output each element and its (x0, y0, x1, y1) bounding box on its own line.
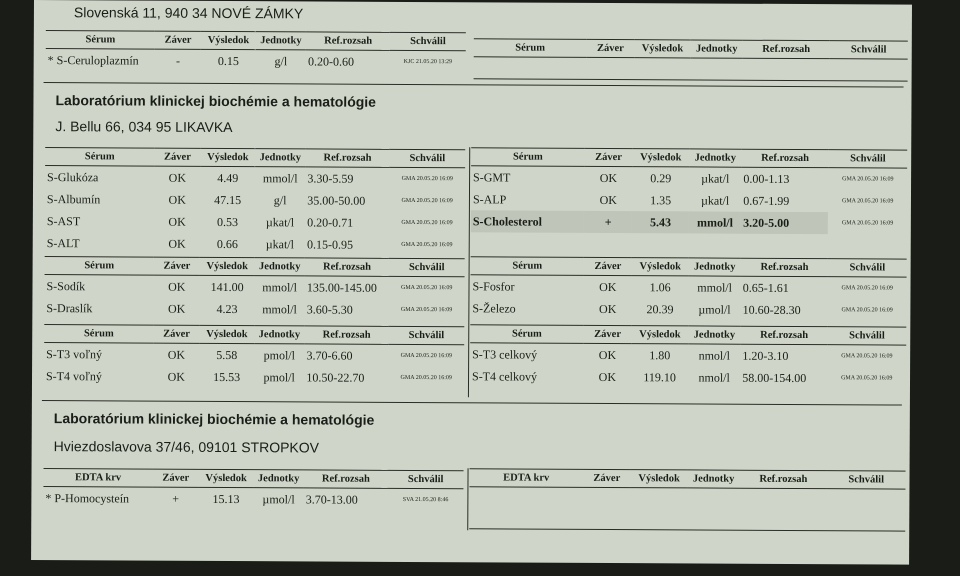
cell-ref: 35.00-50.00 (307, 192, 366, 208)
column-header-serum: Sérum (471, 257, 584, 276)
column-header-zaver: Záver (584, 148, 632, 166)
column-header-ref: Ref.rozsah (305, 149, 389, 167)
column-header-zaver: Záver (584, 257, 632, 275)
approval-stamp: GMA 20.05.20 16:09 (400, 374, 452, 382)
approval-stamp: GMA 20.05.20 16:09 (401, 197, 453, 205)
column-header-jednotky: Jednotky (691, 40, 743, 58)
cell-zaver: OK (167, 301, 186, 316)
column-header-jednotky: Jednotky (255, 149, 305, 167)
cell-zaver: OK (168, 192, 186, 207)
cell-zaver: OK (598, 347, 617, 362)
cell-unit: µkat/l (265, 214, 295, 229)
column-header-vysledok: Výsledok (200, 257, 255, 275)
column-header-serum: Sérum (45, 148, 154, 167)
table-empty-right-lab2 (469, 468, 905, 489)
table-row (45, 232, 465, 256)
cell-value: 119.10 (643, 369, 676, 384)
table-row (470, 343, 906, 368)
column-header-schvalil: Schválil (390, 32, 466, 50)
approval-stamp: GMA 20.05.20 16:09 (401, 241, 453, 249)
approval-stamp: GMA 20.05.20 16:09 (400, 352, 453, 360)
approval-stamp: GMA 20.05.20 16:09 (401, 219, 453, 227)
cell-ref: 10.60-28.30 (742, 302, 801, 317)
cell-value: 5.43 (632, 211, 689, 233)
cell-value: 4.23 (216, 301, 238, 316)
table-header (469, 469, 905, 489)
cell-unit: pmol/l (263, 369, 295, 384)
table-header (45, 257, 465, 277)
column-header-jednotky: Jednotky (254, 326, 304, 344)
divider (42, 400, 902, 406)
table-header (471, 257, 907, 277)
cell-zaver: OK (168, 170, 187, 185)
column-header-jednotky: Jednotky (689, 258, 741, 276)
divider (467, 468, 468, 530)
cell-zaver: OK (167, 369, 186, 384)
cell-value: 15.53 (213, 369, 241, 384)
cell-zaver: OK (598, 369, 617, 384)
cell-zaver: OK (168, 279, 186, 294)
cell-name: S-T3 voľný (46, 346, 103, 361)
table-header (43, 469, 463, 489)
table-row (44, 365, 464, 389)
cell-zaver: OK (167, 347, 186, 362)
cell-value: 1.06 (649, 279, 671, 294)
column-header-schvalil: Schválil (828, 259, 907, 277)
table-row (44, 297, 464, 321)
cell-zaver: + (584, 211, 632, 233)
column-header-zaver: Záver (587, 39, 635, 57)
cell-name: * P-Homocysteín (45, 490, 130, 506)
cell-name: S-Draslík (46, 300, 93, 315)
cell-name: S-T4 celkový (472, 368, 538, 384)
column-header-serum: Sérum (471, 148, 584, 167)
table-ceruloplazmin (46, 30, 466, 73)
column-header-schvalil: Schválil (388, 470, 464, 488)
approval-stamp: GMA 20.05.20 16:09 (841, 285, 893, 292)
table-row (471, 188, 907, 212)
cell-name: * S-Ceruloplazmín (47, 52, 139, 68)
lab-report-page (31, 0, 912, 565)
table-row (471, 210, 907, 234)
approval-stamp: GMA 20.05.20 16:09 (842, 176, 894, 183)
cell-unit: nmol/l (698, 347, 730, 363)
cell-zaver: OK (168, 236, 186, 251)
cell-value: 47.15 (214, 192, 242, 207)
approval-stamp: GMA 20.05.20 16:09 (841, 353, 893, 360)
cell-ref: 3.70-6.60 (306, 347, 353, 363)
cell-ref: 0.00-1.13 (743, 171, 790, 186)
approval-stamp: GMA 20.05.20 16:09 (400, 284, 453, 292)
cell-ref: 1.20-3.10 (742, 348, 789, 363)
table-row (44, 343, 464, 368)
cell-name: S-Glukóza (47, 169, 99, 184)
cell-ref: 0.20-0.60 (308, 53, 355, 69)
cell-ref: 58.00-154.00 (742, 370, 807, 385)
column-header-zaver: Záver (154, 257, 200, 275)
cell-value: 0.15 (217, 53, 239, 68)
column-header-ref: Ref.rozsah (306, 32, 390, 50)
table-lab1-minerals-left (44, 256, 464, 321)
column-header-vysledok: Výsledok (201, 148, 256, 166)
table-lab1-thyroid-left (44, 324, 464, 389)
cell-value: 0.29 (650, 170, 672, 185)
approval-stamp: GMA 20.05.20 16:09 (841, 375, 893, 382)
table-lab1-biochem-right (471, 147, 907, 234)
cell-ref: 10.50-22.70 (306, 369, 365, 385)
cell-ref: 3.30-5.59 (307, 170, 354, 186)
table-empty-right-0 (474, 38, 908, 59)
column-header-jednotky: Jednotky (688, 326, 740, 344)
approval-stamp: GMA 20.05.20 16:09 (400, 306, 453, 314)
cell-ref: 3.20-5.00 (741, 212, 828, 234)
table-lab1-thyroid-right (470, 324, 906, 389)
table-lab1-biochem-left (45, 147, 466, 256)
approval-stamp: GMA 20.05.20 16:09 (842, 198, 894, 205)
cell-unit: µkat/l (700, 192, 730, 208)
cell-name: S-Cholesterol (471, 210, 584, 233)
cell-zaver: OK (599, 279, 617, 294)
cell-unit: mmol/l (262, 279, 298, 294)
cell-unit: µmol/l (262, 491, 295, 506)
table-header (471, 148, 907, 168)
divider (44, 82, 904, 88)
table-header (46, 31, 466, 51)
column-header-vysledok: Výsledok (631, 470, 688, 488)
cell-zaver: OK (599, 170, 618, 185)
cell-name: S-T4 voľný (45, 368, 102, 383)
column-header-ref: Ref.rozsah (741, 258, 828, 276)
column-header-zaver: Záver (584, 325, 632, 343)
cell-unit: µkat/l (265, 236, 295, 251)
lab1-title: Laboratórium klinickej biochémie a hematológie (55, 92, 377, 110)
cell-name: S-ALP (472, 191, 507, 206)
approval-stamp: GMA 20.05.20 16:09 (841, 307, 893, 314)
column-header-serum: Sérum (46, 31, 155, 50)
cell-unit: pmol/l (263, 347, 296, 362)
cell-name: S-T3 celkový (472, 346, 538, 362)
cell-unit: g/l (273, 192, 287, 207)
lab2-title: Laboratórium klinickej biochémie a hematológie (53, 410, 375, 428)
cell-zaver: OK (168, 214, 186, 229)
cell-name: S-Železo (472, 300, 516, 316)
column-header-serum: Sérum (44, 325, 153, 344)
table-row (470, 275, 906, 300)
cell-value: 5.58 (216, 347, 238, 362)
table-row (470, 297, 906, 321)
cell-name: S-GMT (473, 169, 511, 184)
cell-unit: µmol/l (698, 301, 731, 317)
column-header-schvalil: Schválil (830, 41, 908, 59)
column-header-zaver: Záver (153, 325, 199, 343)
cell-unit: mmol/l (689, 211, 741, 233)
column-header-serum: Sérum (470, 325, 583, 344)
cell-value: 1.80 (649, 347, 671, 362)
column-header-jednotky: Jednotky (253, 470, 303, 488)
table-header (44, 325, 464, 345)
column-header-jednotky: Jednotky (256, 32, 306, 50)
cell-zaver: OK (599, 192, 617, 207)
table-row (45, 166, 465, 191)
column-header-schvalil: Schválil (389, 149, 465, 167)
cell-ref: 0.20-0.71 (307, 214, 354, 230)
approval-stamp: KJC 21.05.20 13:29 (403, 58, 453, 66)
cell-unit: mmol/l (262, 170, 298, 185)
divider (474, 78, 908, 81)
cell-value: 15.13 (212, 491, 240, 506)
cell-unit: mmol/l (697, 279, 733, 295)
column-header-schvalil: Schválil (827, 471, 906, 489)
table-header (470, 325, 906, 345)
top-lab-address: Slovenská 11, 940 34 NOVÉ ZÁMKY (73, 4, 304, 22)
column-header-vysledok: Výsledok (199, 469, 254, 487)
column-header-ref: Ref.rozsah (741, 149, 828, 167)
table-row (471, 166, 907, 191)
lab2-address: Hviezdoslavova 37/46, 09101 STROPKOV (53, 438, 320, 456)
column-header-zaver: Záver (153, 469, 199, 487)
table-row (43, 487, 463, 512)
cell-unit: µkat/l (701, 170, 730, 186)
table-row (45, 188, 465, 212)
cell-unit: nmol/l (698, 369, 730, 385)
cell-ref: 3.60-5.30 (306, 301, 353, 317)
column-header-zaver: Záver (155, 31, 201, 49)
column-header-edta: EDTA krv (469, 469, 582, 488)
lab1-address: J. Bellu 66, 034 95 LIKAVKA (55, 118, 233, 136)
column-header-ref: Ref.rozsah (743, 40, 830, 58)
column-header-vysledok: Výsledok (632, 258, 689, 276)
table-row (44, 275, 464, 300)
cell-zaver: + (172, 491, 180, 506)
table-lab1-minerals-right (470, 256, 906, 321)
cell-unit: mmol/l (262, 301, 297, 316)
column-header-schvalil: Schválil (389, 326, 465, 344)
cell-value: 0.53 (216, 214, 239, 229)
column-header-ref: Ref.rozsah (304, 470, 388, 488)
column-header-ref: Ref.rozsah (305, 326, 389, 344)
table-homocystein (43, 468, 463, 511)
table-header (45, 148, 465, 168)
cell-unit: g/l (274, 53, 288, 68)
cell-ref: 0.65-1.61 (742, 280, 789, 295)
column-header-serum: Sérum (474, 39, 587, 58)
cell-value: 0.66 (216, 236, 238, 251)
table-row (470, 365, 906, 389)
column-header-zaver: Záver (154, 148, 200, 166)
cell-zaver: - (175, 53, 181, 68)
cell-name: S-Sodík (46, 278, 86, 293)
column-header-ref: Ref.rozsah (740, 470, 827, 488)
column-header-zaver: Záver (583, 469, 631, 487)
cell-name: S-Albumín (46, 191, 101, 206)
approval-stamp: GMA 20.05.20 16:09 (401, 175, 453, 183)
cell-ref: 0.15-0.95 (307, 236, 354, 252)
column-header-edta: EDTA krv (43, 469, 152, 488)
cell-name: S-AST (46, 213, 81, 228)
column-header-jednotky: Jednotky (687, 470, 739, 488)
cell-value: 4.49 (217, 170, 239, 185)
column-header-ref: Ref.rozsah (741, 326, 828, 344)
column-header-jednotky: Jednotky (689, 149, 741, 167)
column-header-serum: Sérum (45, 257, 154, 276)
column-header-vysledok: Výsledok (634, 40, 690, 58)
approval-stamp: GMA 20.05.20 16:09 (841, 220, 894, 227)
column-header-vysledok: Výsledok (201, 31, 256, 49)
cell-name: S-ALT (46, 235, 80, 250)
table-row (45, 210, 465, 234)
column-header-schvalil: Schválil (829, 150, 908, 168)
column-header-schvalil: Schválil (828, 327, 907, 345)
cell-value: 1.35 (650, 192, 672, 207)
table-header (474, 39, 908, 59)
column-header-schvalil: Schválil (389, 258, 465, 276)
cell-ref: 135.00-145.00 (306, 279, 377, 295)
column-header-vysledok: Výsledok (632, 326, 689, 344)
column-header-vysledok: Výsledok (632, 149, 689, 167)
cell-value: 20.39 (646, 301, 674, 316)
cell-zaver: OK (599, 301, 617, 316)
cell-ref: 3.70-13.00 (305, 491, 358, 507)
table-row (46, 49, 466, 74)
approval-stamp: SVA 21.05.20 8:46 (402, 496, 449, 504)
column-header-jednotky: Jednotky (255, 258, 305, 276)
cell-value: 141.00 (210, 279, 244, 294)
cell-name: S-Fosfor (472, 278, 515, 294)
column-header-vysledok: Výsledok (200, 325, 255, 343)
divider (469, 528, 905, 531)
cell-ref: 0.67-1.99 (743, 193, 790, 208)
column-header-ref: Ref.rozsah (305, 258, 389, 276)
